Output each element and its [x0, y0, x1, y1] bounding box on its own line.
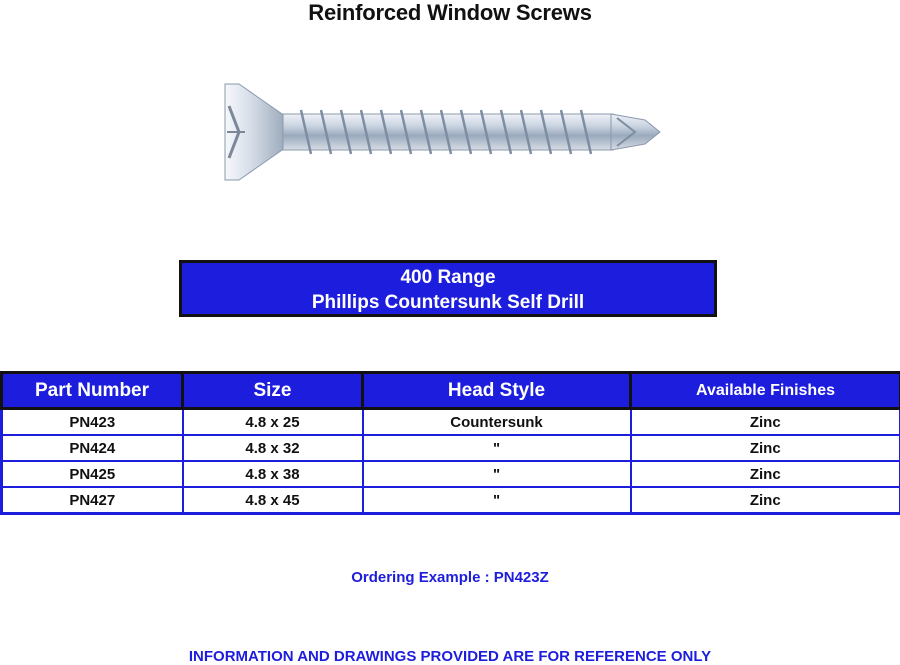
head-style-cell: " — [363, 461, 631, 487]
col-header-part-number: Part Number — [2, 373, 183, 409]
part-number-cell: PN424 — [2, 435, 183, 461]
size-cell: 4.8 x 25 — [183, 409, 363, 436]
part-number-cell: PN423 — [2, 409, 183, 436]
range-subtitle: Phillips Countersunk Self Drill — [311, 292, 585, 313]
screw-image — [205, 76, 675, 188]
finish-cell: Zinc — [631, 435, 900, 461]
table-row — [2, 461, 900, 487]
table-header-row — [2, 373, 900, 409]
part-number-cell: PN427 — [2, 487, 183, 514]
part-number-cell: PN425 — [2, 461, 183, 487]
col-header-available-finishes: Available Finishes — [631, 373, 900, 409]
table-row — [2, 487, 900, 514]
head-style-cell: Countersunk — [363, 409, 631, 436]
head-style-cell: " — [363, 435, 631, 461]
finish-cell: Zinc — [631, 409, 900, 436]
disclaimer-text: INFORMATION AND DRAWINGS PROVIDED ARE FOR REFERENCE ONLY — [188, 648, 712, 665]
page-title: Reinforced Window Screws — [308, 0, 592, 25]
table-row — [2, 409, 900, 436]
finish-cell: Zinc — [631, 461, 900, 487]
size-cell: 4.8 x 45 — [183, 487, 363, 514]
col-header-size: Size — [183, 373, 363, 409]
screw-icon — [205, 76, 675, 188]
col-header-head-style: Head Style — [363, 373, 631, 409]
ordering-example: Ordering Example : PN423Z — [351, 569, 549, 586]
size-cell: 4.8 x 32 — [183, 435, 363, 461]
range-banner — [179, 260, 717, 317]
head-style-cell: " — [363, 487, 631, 514]
size-cell: 4.8 x 38 — [183, 461, 363, 487]
finish-cell: Zinc — [631, 487, 900, 514]
spec-table — [0, 371, 900, 515]
table-row — [2, 435, 900, 461]
range-title: 400 Range — [400, 267, 496, 288]
